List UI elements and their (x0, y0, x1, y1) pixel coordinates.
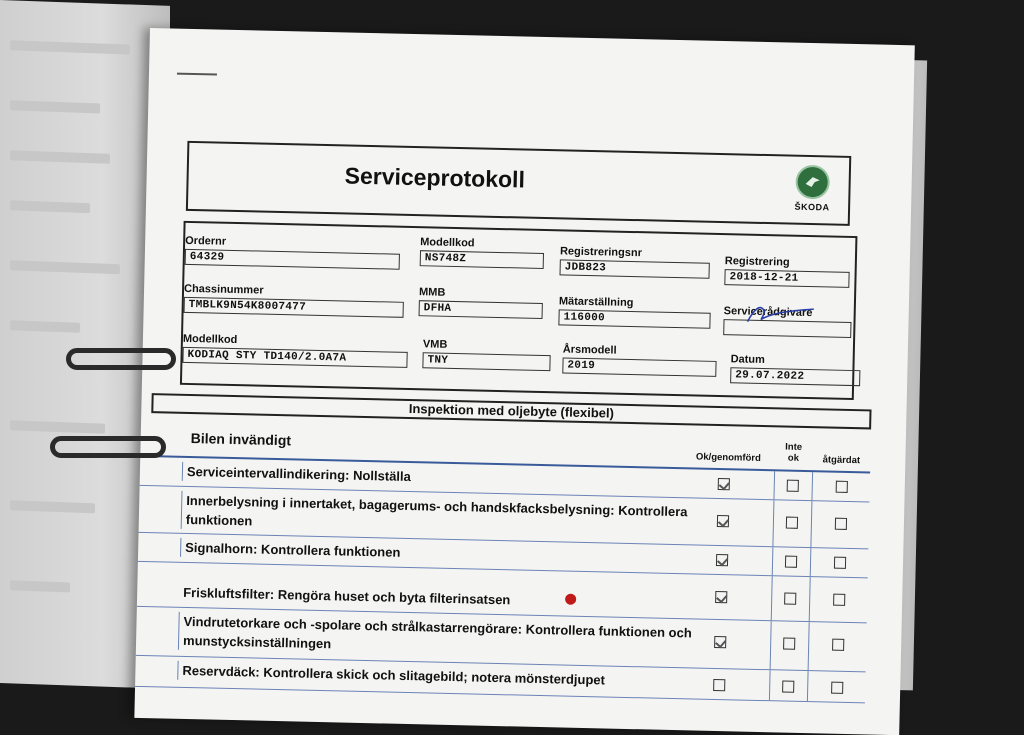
mmb-field (419, 286, 544, 319)
pencil-mark (177, 73, 217, 76)
chassinummer-value: TMBLK9N54K8007477 (184, 297, 404, 318)
document-page (134, 28, 914, 735)
checkbox-not-ok[interactable] (782, 681, 794, 693)
faded-text-line (10, 100, 100, 113)
checklist-table (135, 421, 871, 703)
faded-text-line (10, 420, 105, 433)
red-dot-marker (565, 594, 576, 605)
registrering-value: 2018-12-21 (724, 269, 849, 288)
checkbox-ok[interactable] (713, 679, 725, 691)
checkbox-ok[interactable] (716, 554, 728, 566)
binder-ring (66, 348, 176, 370)
checkbox-not-ok[interactable] (787, 480, 799, 492)
ordernr-label: Ordernr (185, 234, 227, 248)
registrering-label: Registrering (724, 255, 790, 269)
checkbox-fixed[interactable] (835, 518, 847, 530)
matarstallning-value: 116000 (558, 309, 710, 328)
checkbox-not-ok[interactable] (785, 556, 797, 568)
arsmodell-value: 2019 (562, 357, 716, 376)
registrering-field (724, 255, 850, 288)
checkbox-fixed[interactable] (832, 639, 844, 651)
modellkod-value: KODIAQ STY TD140/2.0A7A (182, 347, 407, 368)
chassinummer-label: Chassinummer (183, 282, 264, 297)
modellkod-label: Modellkod (182, 332, 238, 347)
matarstallning-label: Mätarställning (558, 295, 634, 310)
datum-label: Datum (730, 353, 765, 367)
arsmodell-field (562, 343, 717, 376)
skoda-arrow-icon (795, 165, 830, 200)
col-fixed: åtgärdat (822, 454, 861, 467)
header-box (186, 141, 851, 226)
chassinummer-field (184, 283, 405, 318)
section-title: Inspektion med oljebyte (flexibel) (151, 393, 871, 429)
modellkod-field (182, 333, 408, 368)
checkbox-ok[interactable] (715, 591, 727, 603)
group-title: Bilen invändigt (190, 430, 292, 449)
brand-name: ŠKODA (794, 201, 830, 213)
checkbox-not-ok[interactable] (786, 517, 798, 529)
registreringsnr-value: JDB823 (559, 259, 709, 278)
col-not-ok: Inte ok (785, 441, 803, 464)
matarstallning-field (558, 295, 711, 328)
checkbox-fixed[interactable] (836, 481, 848, 493)
faded-text-line (10, 260, 120, 274)
faded-text-line (10, 40, 130, 54)
row-text: Reservdäck: Kontrollera skick och slitagebild; notera mönsterdjupet (177, 661, 742, 693)
binder-ring (50, 436, 166, 458)
faded-text-line (10, 580, 70, 592)
checkbox-fixed[interactable] (833, 594, 845, 606)
registreringsnr-label: Registreringsnr (559, 245, 643, 260)
signature-scribble (739, 295, 820, 327)
mmb-value: DFHA (419, 300, 543, 319)
row-text: Friskluftsfilter: Rengöra huset och byta filterinsatsen (183, 584, 511, 608)
skoda-logo (788, 165, 837, 216)
checkbox-fixed[interactable] (834, 557, 846, 569)
row-text: Vindrutetorkare och -spolare och strålkastarrengörare: Kontrollera funktionen och munstycksinställningen (178, 612, 704, 662)
arsmodell-label: Årsmodell (562, 343, 617, 357)
serviceradgivare-label: Servicerådgivare (723, 305, 813, 320)
vmb-value: TNY (422, 352, 550, 371)
serviceradgivare-field (723, 305, 852, 338)
row-text: Serviceintervallindikering: Nollställa (182, 462, 411, 486)
modellkod-top-label: Modellkod (420, 236, 475, 250)
row-text: Innerbelysning i innertaket, bagagerums- och handskfacksbelysning: Kontrollera funktionen (181, 491, 707, 541)
document-title: Serviceprotokoll (344, 162, 526, 193)
vehicle-info-box (180, 221, 858, 400)
modellkod-top-value: NS748Z (420, 250, 544, 269)
modellkod-top-field (420, 236, 545, 269)
checkbox-fixed[interactable] (831, 682, 843, 694)
row-text: Signalhorn: Kontrollera funktionen (180, 538, 401, 562)
vmb-label: VMB (422, 338, 448, 351)
datum-value: 29.07.2022 (730, 367, 860, 386)
mmb-label: MMB (418, 286, 446, 299)
faded-text-line (10, 150, 110, 163)
datum-field (730, 353, 861, 386)
checkbox-not-ok[interactable] (784, 593, 796, 605)
checkbox-ok[interactable] (714, 636, 726, 648)
checkbox-ok[interactable] (717, 515, 729, 527)
ordernr-field (185, 235, 401, 270)
faded-text-line (10, 200, 90, 213)
registreringsnr-field (559, 245, 710, 278)
faded-text-line (10, 500, 95, 513)
faded-text-line (10, 320, 80, 332)
vmb-field (422, 338, 551, 371)
checkbox-not-ok[interactable] (783, 638, 795, 650)
checkbox-ok[interactable] (718, 478, 730, 490)
ordernr-value: 64329 (185, 249, 400, 270)
col-ok: Ok/genomförd (695, 451, 761, 464)
